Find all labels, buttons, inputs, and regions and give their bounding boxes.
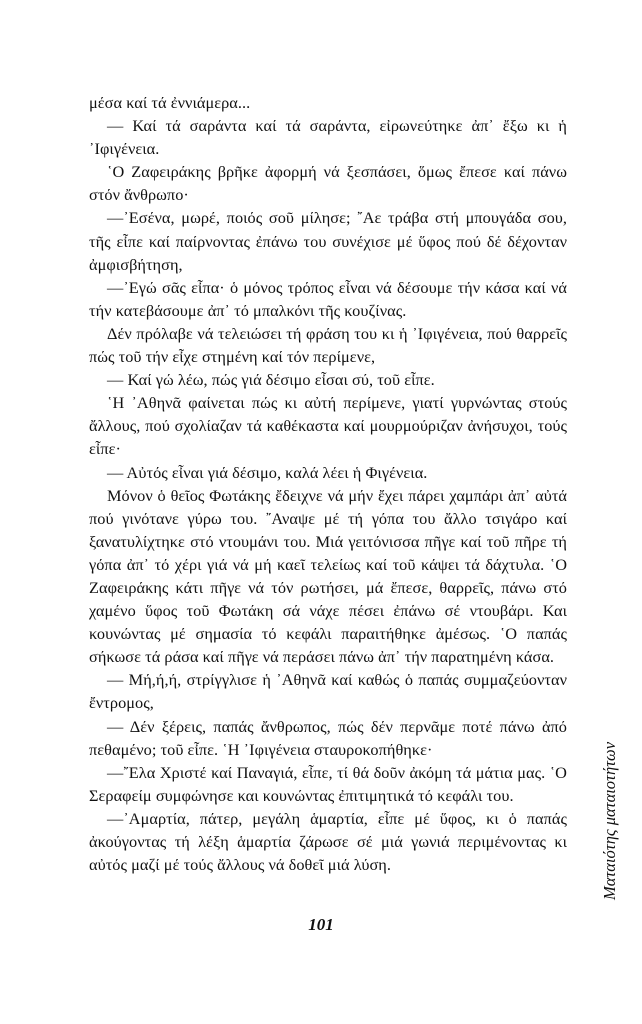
paragraph: ῾Ο Ζαφειράκης βρῆκε ἀφορμή νά ξεσπάσει, ὅμως ἔπεσε καί πάνω στόν ἄνθρωπο· bbox=[89, 162, 567, 205]
paragraph: —᾿Αμαρτία, πάτερ, μεγάλη ἁμαρτία, εἶπε μέ ὕφος, κι ὁ παπάς ἀκούγοντας τή λέξη ἁμαρτία ζάρωσε σέ μιά γωνιά περιμένοντας κι αὐτός μαζί μέ τούς ἄλλους νά δοθεῖ μιά λύση. bbox=[89, 808, 567, 875]
paragraph: —᾿Εγώ σᾶς εἶπα· ὁ μόνος τρόπος εἶναι νά δέσουμε τήν κάσα καί νά τήν κατεβάσουμε ἀπ᾿ τό μπαλκόνι τῆς κουζίνας. bbox=[89, 277, 567, 320]
body-text bbox=[89, 91, 567, 876]
paragraph: μέσα καί τά ἐννιάμερα... bbox=[89, 93, 251, 112]
page-number: 101 bbox=[308, 915, 334, 934]
paragraph: — Καί γώ λέω, πώς γιά δέσιμο εἶσαι σύ, τοῦ εἶπε. bbox=[107, 370, 435, 390]
paragraph: Μόνον ὁ θεῖος Φωτάκης ἔδειχνε νά μήν ἔχει πάρει χαμπάρι ἀπ᾿ αὐτά πού γινότανε γύρω του. ῎Αναψε μέ τή γόπα του ἄλλο τσιγάρο καί ξανατυλίχτηκε στό ντουμάνι του. Μιά γειτόνισσα πῆγε καί τοῦ πῆρε τή γόπα ἀπ᾿ τό χέρι γιά νά μή καεῖ τελείως καί τοῦ κάψει τά δάχτυλα. ῾Ο Ζαφειράκης κάτι πῆγε νά τόν ρωτήσει, μά ἔπεσε, θαρρεῖς, πάνω στό χαμένο ὕφος τοῦ Φωτάκη σά νάχε πέσει ἐπάνω σέ ντουβάρι. Και κουνώντας μέ σημασία τό κεφάλι παραιτήθηκε ἀμέσως. ῾Ο παπάς σήκωσε τά ράσα καί πῆγε νά περάσει πάνω ἀπ᾿ τήν παρατημένη κάσα. bbox=[89, 485, 567, 667]
paragraph: —῎Ελα Χριστέ καί Παναγιά, εἶπε, τί θά δοῦν ἀκόμη τά μάτια μας. ῾Ο Σεραφείμ συμφώνησε και κουνώντας ἐπιτιμητικά τό κεφάλι του. bbox=[89, 762, 567, 805]
paragraph: Δέν πρόλαβε νά τελειώσει τή φράση του κι ἡ ᾿Ιφιγένεια, πού θαρρεῖς πώς τοῦ τήν εἶχε στημένη καί τόν περίμενε, bbox=[89, 323, 567, 367]
paragraph: — Αὐτός εἶναι γιά δέσιμο, καλά λέει ἡ Φιγένεια. bbox=[107, 462, 428, 482]
paragraph: —᾿Εσένα, μωρέ, ποιός σοῦ μίλησε; ῎Αε τράβα στή μπουγάδα σου, τῆς εἶπε καί παίρνοντας ἐπάνω του συνέχισε μέ ὕφος πού δέ δέχονταν ἀμφισβήτηση, bbox=[89, 208, 567, 274]
paragraph: — Καί τά σαράντα καί τά σαράντα, εἰρωνεύτηκε ἀπ᾿ ἔξω κι ἡ ᾿Ιφιγένεια. bbox=[89, 116, 567, 159]
running-title: Ματαιότης ματαιοτήτων bbox=[600, 741, 619, 900]
paragraph: ῾Η ᾿Αθηνᾶ φαίνεται πώς κι αὐτή περίμενε, γιατί γυρνώντας στούς ἄλλους, πού σχολίαζαν τά καθέκαστα καί μουρμούριζαν ἀνήσυχοι, τούς εἶπε· bbox=[89, 393, 567, 459]
paragraph: — Δέν ξέρεις, παπάς ἄνθρωπος, πώς δέν περνᾶμε ποτέ πάνω ἀπό πεθαμένο; τοῦ εἶπε. ῾Η ᾿Ιφιγένεια σταυροκοπήθηκε· bbox=[89, 716, 567, 759]
paragraph: — Μή,ή,ή, στρίγγλισε ἡ ᾿Αθηνᾶ καί καθώς ὁ παπάς συμμαζεύονταν ἔντρομος, bbox=[89, 670, 567, 713]
